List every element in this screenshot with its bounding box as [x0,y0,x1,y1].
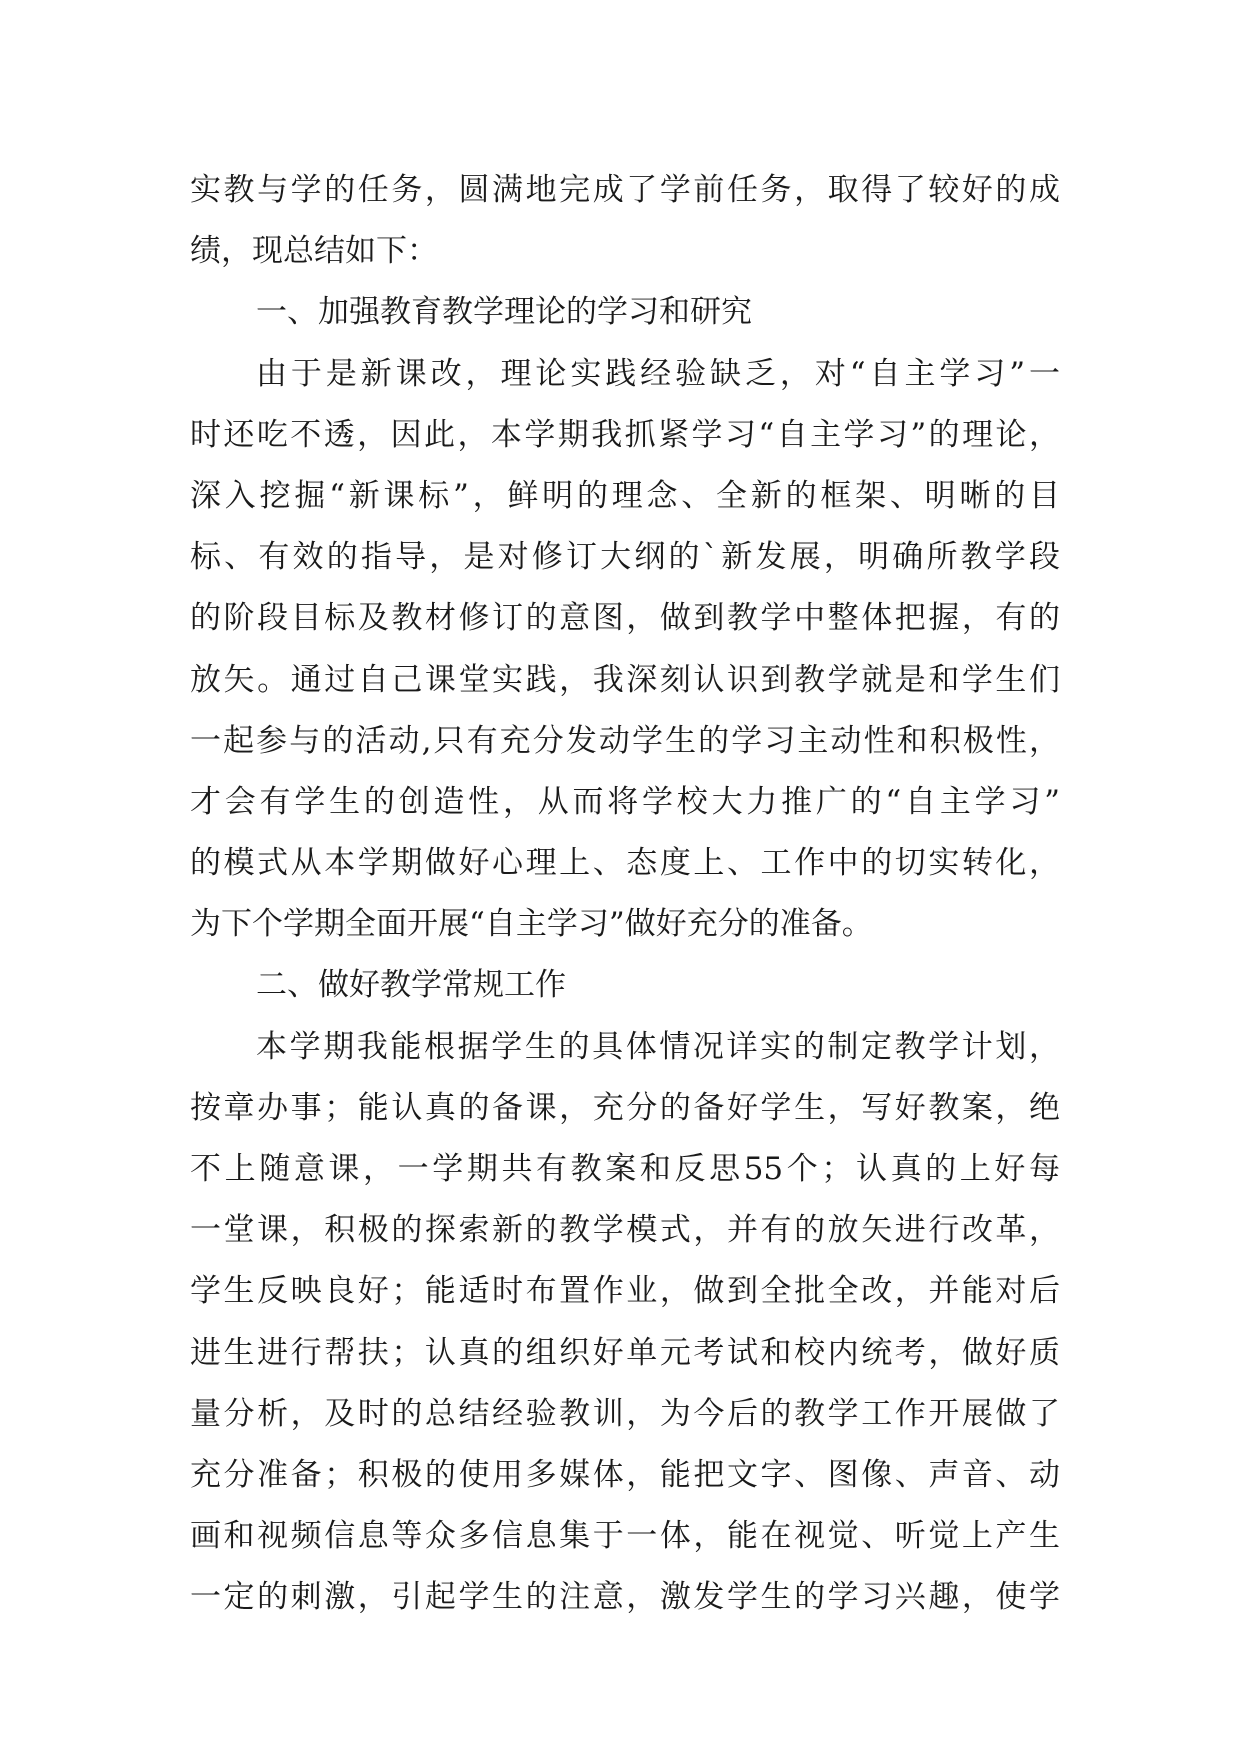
text-line: 进生进行帮扶；认真的组织好单元考试和校内统考，做好质 [190,1334,1060,1371]
text-line: 标、有效的指导，是对修订大纲的`新发展，明确所教学段 [190,539,1060,576]
text-line: 深入挖掘“新课标”，鲜明的理念、全新的框架、明晰的目 [190,477,1060,514]
text-line: 的阶段目标及教材修订的意图，做到教学中整体把握，有的 [190,600,1060,637]
text-line: 充分准备；积极的使用多媒体，能把文字、图像、声音、动 [190,1456,1060,1493]
text-line: 绩，现总结如下： [190,233,438,270]
text-line: 量分析，及时的总结经验教训，为今后的教学工作开展做了 [190,1395,1060,1432]
text-line: 才会有学生的创造性，从而将学校大力推广的“自主学习” [190,783,1060,820]
text-line: 的模式从本学期做好心理上、态度上、工作中的切实转化， [190,845,1060,882]
text-line: 本学期我能根据学生的具体情况详实的制定教学计划， [256,1028,1060,1065]
text-line: 一堂课，积极的探索新的教学模式，并有的放矢进行改革， [190,1212,1060,1249]
section-heading: 一、加强教育教学理论的学习和研究 [256,294,752,331]
text-line: 一起参与的活动,只有充分发动学生的学习主动性和积极性， [190,722,1060,759]
text-line: 一定的刺激，引起学生的注意，激发学生的学习兴趣，使学 [190,1579,1060,1616]
text-line: 不上随意课，一学期共有教案和反思55个；认真的上好每 [190,1151,1060,1187]
text-line: 为下个学期全面开展“自主学习”做好充分的准备。 [190,906,873,943]
text-line: 按章办事；能认真的备课，充分的备好学生，写好教案，绝 [190,1089,1060,1126]
body-text [190,160,1060,1629]
text-line: 学生反映良好；能适时布置作业，做到全批全改，并能对后 [190,1273,1060,1310]
text-line: 实教与学的任务，圆满地完成了学前任务，取得了较好的成 [190,172,1060,208]
text-line: 时还吃不透，因此，本学期我抓紧学习“自主学习”的理论， [190,416,1060,453]
text-line: 放矢。通过自己课堂实践，我深刻认识到教学就是和学生们 [190,661,1060,698]
section-heading: 二、做好教学常规工作 [256,967,566,1004]
text-line: 画和视频信息等众多信息集于一体，能在视觉、听觉上产生 [190,1518,1060,1555]
text-line: 由于是新课改，理论实践经验缺乏，对“自主学习”一 [256,355,1060,392]
